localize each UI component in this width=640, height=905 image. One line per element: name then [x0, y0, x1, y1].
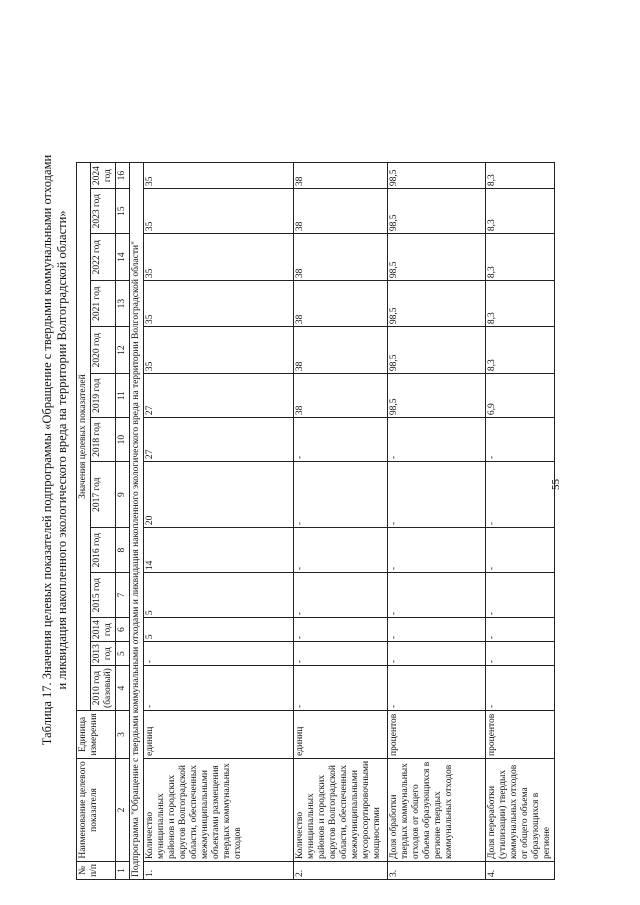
header-row-1	[77, 163, 91, 880]
column-number: 11	[116, 374, 130, 418]
indicator-value: -	[294, 462, 388, 528]
indicator-value: -	[486, 666, 555, 711]
column-number: 16	[116, 163, 130, 189]
indicator-value: 8,3	[486, 234, 555, 281]
indicator-value: 5	[144, 618, 294, 642]
column-number: 12	[116, 327, 130, 374]
header-values-group: Значения целевых показателей	[77, 163, 91, 711]
indicator-value: -	[388, 418, 486, 462]
indicator-value: -	[486, 462, 555, 528]
header-year: 2015 год	[91, 573, 116, 618]
row-number: 3.	[388, 862, 486, 880]
indicator-value: 27	[144, 418, 294, 462]
indicator-value: 5	[144, 573, 294, 618]
indicator-unit: процентов	[486, 710, 555, 758]
table-title-line-2: и ликвидация накопленного экологического вреда на территории Волгоградской области»	[55, 210, 69, 690]
column-number: 9	[116, 462, 130, 528]
indicator-value: -	[294, 618, 388, 642]
header-unit: Единица измерения	[77, 710, 116, 758]
table-row	[486, 163, 555, 880]
rotated-content	[40, 20, 600, 880]
indicator-value: 38	[294, 163, 388, 189]
indicator-value: 8,3	[486, 163, 555, 189]
indicator-value: -	[294, 642, 388, 666]
table-title	[40, 60, 70, 840]
column-number: 6	[116, 618, 130, 642]
indicator-value: -	[486, 528, 555, 573]
indicator-value: 38	[294, 234, 388, 281]
indicator-value: -	[388, 573, 486, 618]
indicator-value: -	[144, 642, 294, 666]
column-numbers-row	[116, 163, 130, 880]
indicator-value: 35	[144, 234, 294, 281]
indicator-unit: единиц	[144, 710, 294, 758]
column-number: 5	[116, 642, 130, 666]
header-year: 2013 год	[91, 642, 116, 666]
table-title-line-1: Таблица 17. Значения целевых показателей подпрограммы «Обращение с твердыми коммунальными отходами	[40, 154, 54, 746]
indicator-value: 38	[294, 374, 388, 418]
indicator-value: 38	[294, 189, 388, 234]
header-year: 2024 год	[91, 163, 116, 189]
indicator-name: Доля переработки (утилизации) твердых коммунальных отходов от общего объема образующихся в регионе	[486, 758, 555, 861]
program-title: Подпрограмма "Обращение с твердыми коммунальными отходами и ликвидация накопленного экологического вреда на территории Волгоградской области"	[130, 163, 144, 880]
indicator-value: 98,5	[388, 327, 486, 374]
column-number: 2	[116, 758, 130, 861]
indicator-value: 35	[144, 327, 294, 374]
header-name: Наименование целевого показателя	[77, 758, 116, 861]
column-number: 7	[116, 573, 130, 618]
row-number: 2.	[294, 862, 388, 880]
header-year: 2021 год	[91, 281, 116, 327]
indicator-value: -	[388, 666, 486, 711]
indicator-value: -	[294, 666, 388, 711]
header-year: 2019 год	[91, 374, 116, 418]
indicator-name: Доля обработки твердых коммунальных отходов от общего объема образующихся в регионе твердых коммунальных отходов	[388, 758, 486, 861]
indicator-value: 98,5	[388, 374, 486, 418]
indicator-value: -	[486, 618, 555, 642]
indicator-value: -	[486, 642, 555, 666]
indicator-value: 98,5	[388, 189, 486, 234]
indicator-value: 8,3	[486, 327, 555, 374]
header-year: 2023 год	[91, 189, 116, 234]
column-number: 4	[116, 666, 130, 711]
table-row	[144, 163, 294, 880]
indicator-value: -	[294, 573, 388, 618]
indicator-value: -	[486, 573, 555, 618]
column-number: 3	[116, 710, 130, 758]
column-number: 10	[116, 418, 130, 462]
table-body	[144, 163, 555, 880]
indicator-value: 98,5	[388, 163, 486, 189]
header-year: 2018 год	[91, 418, 116, 462]
indicator-value: 38	[294, 327, 388, 374]
indicator-value: 6,9	[486, 374, 555, 418]
indicator-value: 98,5	[388, 234, 486, 281]
column-number: 1	[116, 862, 130, 880]
header-year: 2020 год	[91, 327, 116, 374]
header-year: 2014 год	[91, 618, 116, 642]
column-number: 13	[116, 281, 130, 327]
page-number: 55	[550, 479, 562, 490]
indicator-value: -	[388, 462, 486, 528]
indicator-value: 35	[144, 189, 294, 234]
indicators-table	[76, 162, 555, 880]
column-number: 14	[116, 234, 130, 281]
indicator-name: Количество муниципальных районов и городских округов Волгоградской области, обеспеченных межмуниципальными мусоросортировочными мощностями	[294, 758, 388, 861]
indicator-unit: процентов	[388, 710, 486, 758]
indicator-value: -	[388, 618, 486, 642]
row-number: 1.	[144, 862, 294, 880]
indicator-value: -	[388, 528, 486, 573]
indicator-value: 38	[294, 281, 388, 327]
indicator-value: 8,3	[486, 189, 555, 234]
indicator-value: 35	[144, 281, 294, 327]
indicator-unit: единиц	[294, 710, 388, 758]
header-year: 2017 год	[91, 462, 116, 528]
indicator-value: -	[294, 528, 388, 573]
indicator-value: -	[144, 666, 294, 711]
indicator-value: -	[388, 642, 486, 666]
row-number: 4.	[486, 862, 555, 880]
indicator-value: -	[294, 418, 388, 462]
indicator-value: -	[486, 418, 555, 462]
table-row	[388, 163, 486, 880]
indicator-value: 98,5	[388, 281, 486, 327]
indicator-value: 35	[144, 163, 294, 189]
program-row	[130, 163, 144, 880]
indicator-value: 20	[144, 462, 294, 528]
column-number: 8	[116, 528, 130, 573]
header-year: 2022 год	[91, 234, 116, 281]
indicator-name: Количество муниципальных районов и городских округов Волгоградской области, обеспеченных межмуниципальными объектами размещения твердых коммунальных отходов	[144, 758, 294, 861]
table-row	[294, 163, 388, 880]
indicator-value: 8,3	[486, 281, 555, 327]
header-year: 2016 год	[91, 528, 116, 573]
column-number: 15	[116, 189, 130, 234]
indicator-value: 27	[144, 374, 294, 418]
header-year: 2010 год (базовый)	[91, 666, 116, 711]
header-num: № п/п	[77, 862, 116, 880]
indicator-value: 14	[144, 528, 294, 573]
